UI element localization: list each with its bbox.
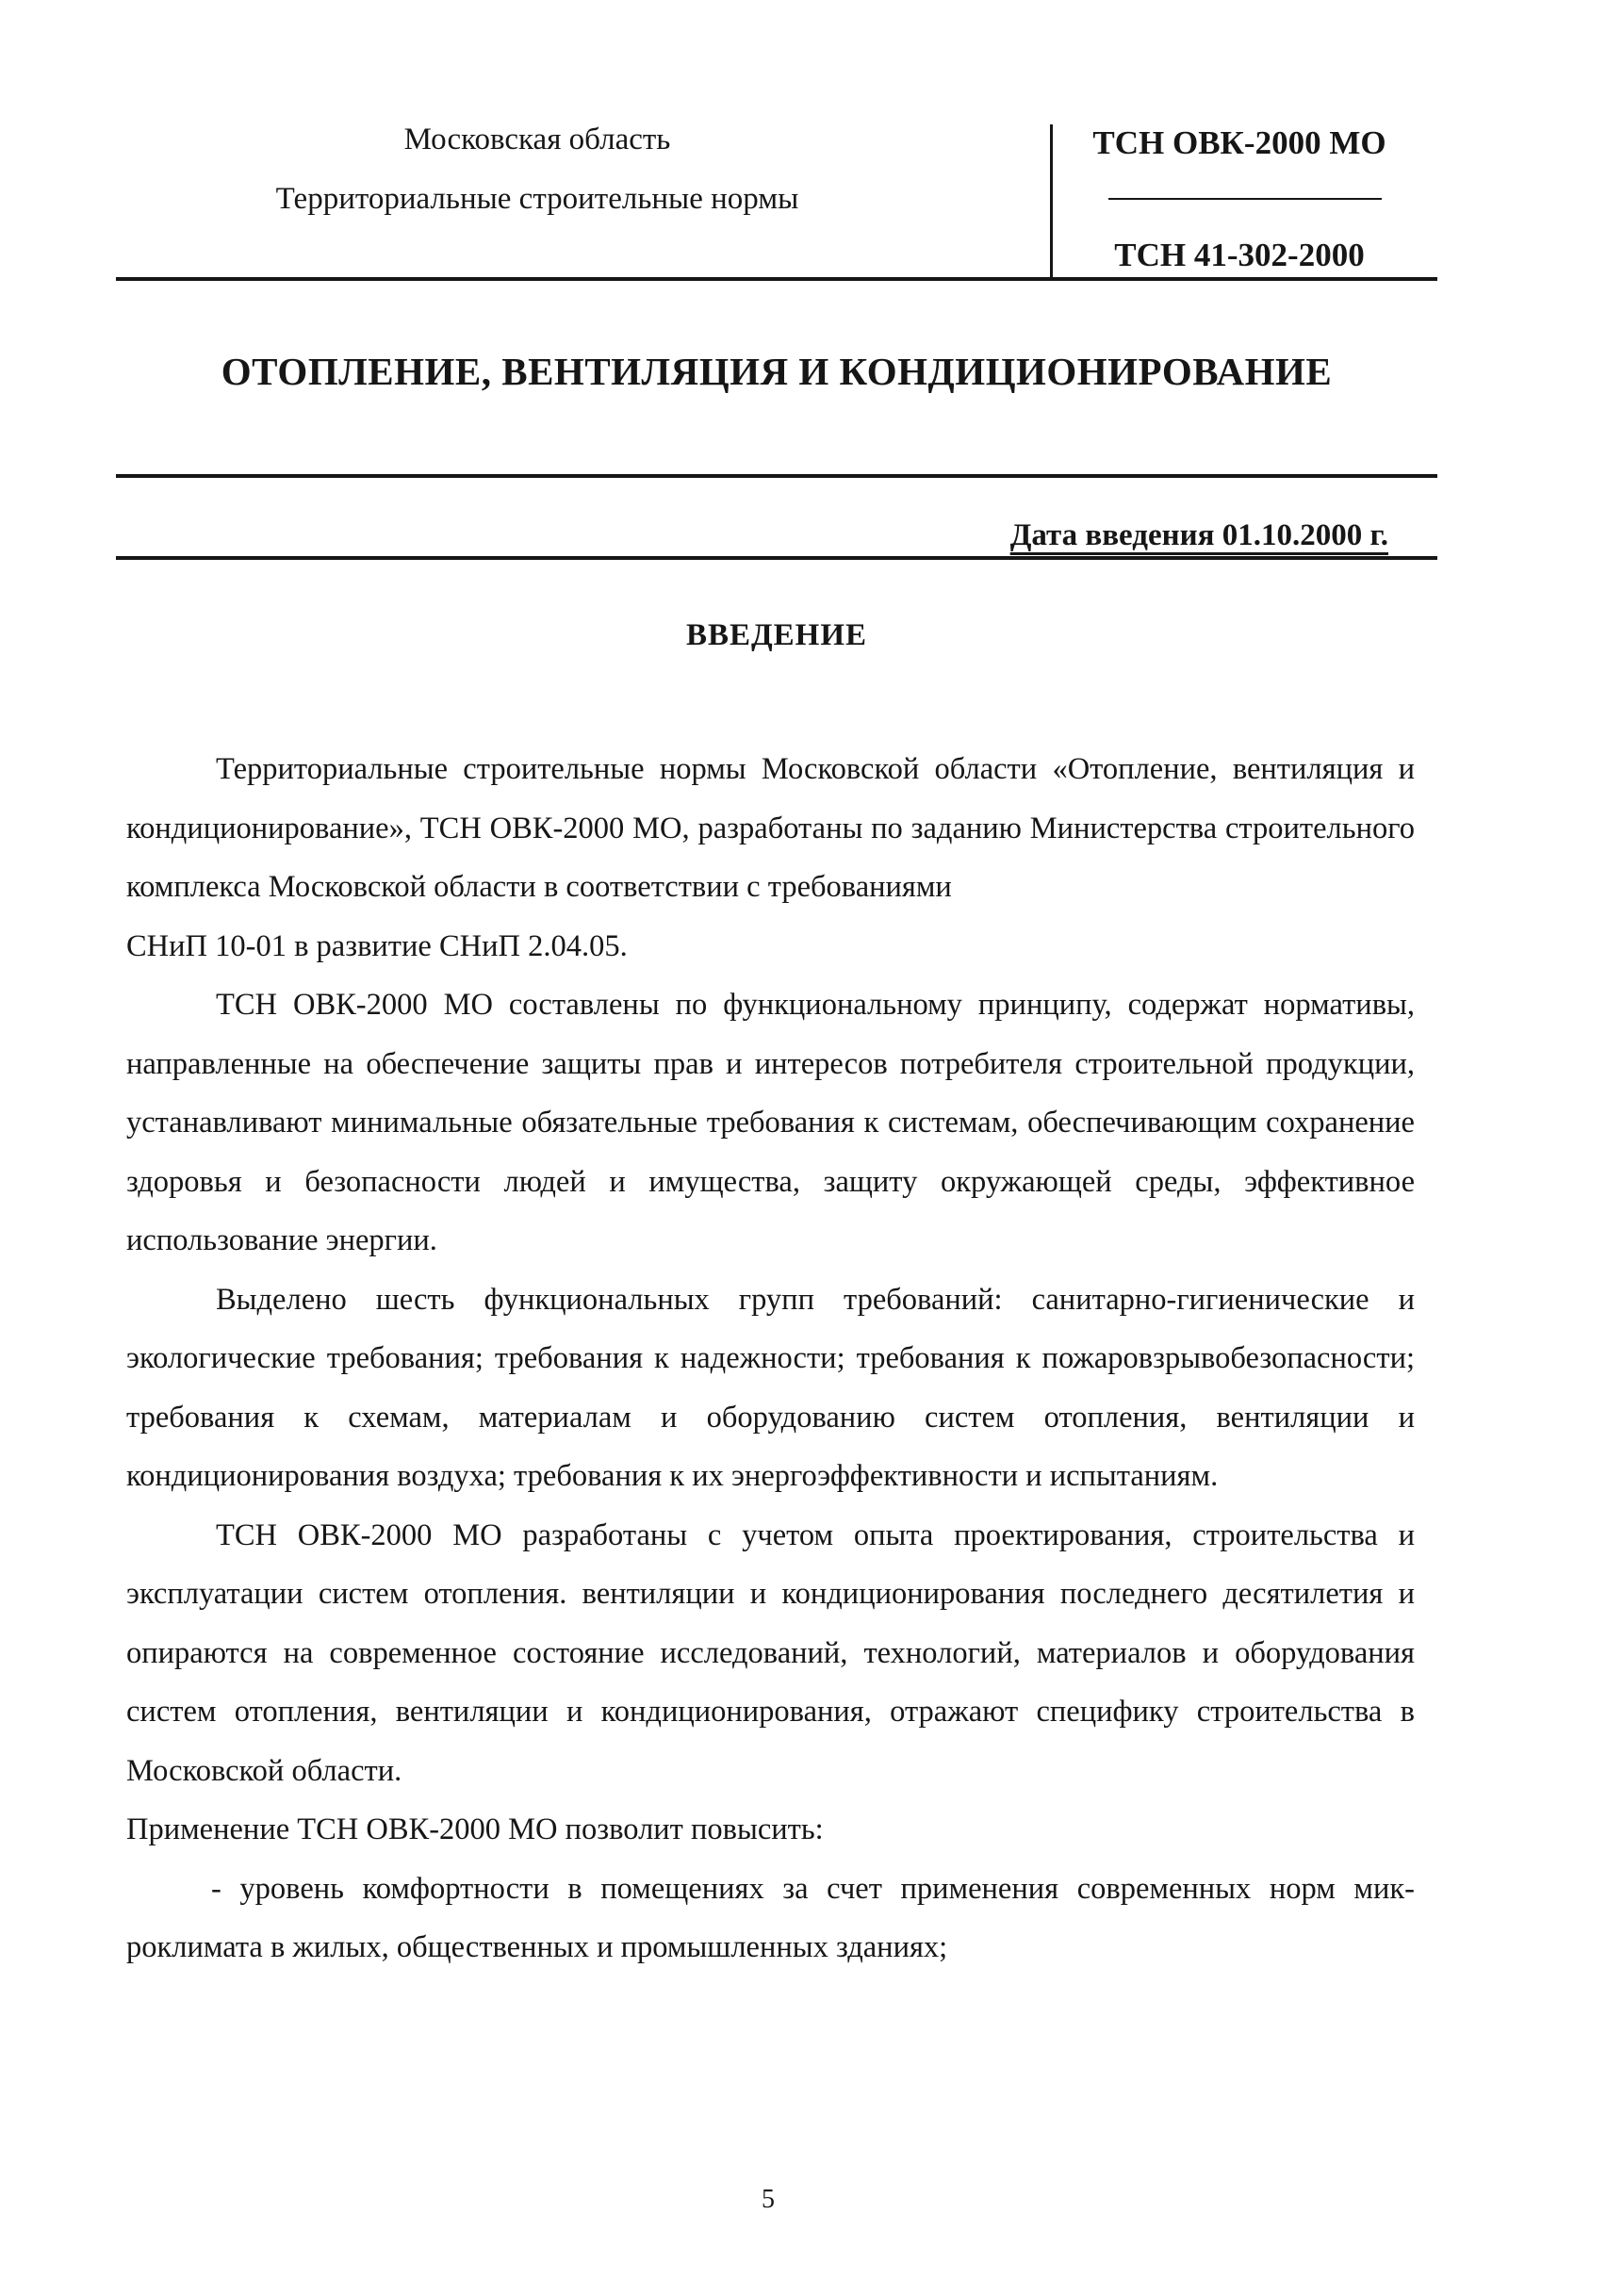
header-code-divider <box>1108 198 1382 200</box>
section-title: ВВЕДЕНИЕ <box>685 618 868 652</box>
header-vertical-divider <box>1050 124 1053 279</box>
page-number: 5 <box>762 2185 775 2214</box>
header-region: Московская область <box>403 123 671 156</box>
body-text <box>126 740 1415 1977</box>
document-title: ОТОПЛЕНИЕ, ВЕНТИЛЯЦИЯ И КОНДИЦИОНИРОВАНИЕ <box>221 350 1333 393</box>
paragraph: Применение ТСН ОВК-2000 МО позволит повысить: <box>126 1812 824 1846</box>
paragraph: Выделено шесть функциональных групп требований: санитарно-гигиенические и экологические требования; требования к надежности; требования к пожаровзрывобезопасности; требования к схемам, материалам и оборудованию систем отопления, вентиляции и кондиционирования воздуха; требования к их энергоэффективности и испытаниям. <box>126 1282 1415 1493</box>
title-rule <box>116 474 1437 478</box>
paragraph: ТСН ОВК-2000 МО составлены по функциональному принципу, содержат нормативы, направленные на обеспечение защиты прав и интересов потребителя строительной продукции, устанавливают минимальные обязательные требования к системам, обеспечивающим сохранение здоровья и безопасности людей и имущества, защиту окружающей среды, эффективное использование энергии. <box>126 988 1415 1257</box>
paragraph: Территориальные строительные нормы Московской области «Отопление, вентиляция и кондиционирование», ТСН ОВК-2000 МО, разработаны по заданию Министерства строительного комплекса Московской области в соответствии с требованиями <box>126 752 1415 904</box>
date-rule <box>116 556 1437 560</box>
paragraph: СНиП 10-01 в развитие СНиП 2.04.05. <box>126 928 628 963</box>
header-code-secondary: ТСН 41-302-2000 <box>1114 237 1365 273</box>
header-norms-type: Территориальные строительные нормы <box>275 182 799 216</box>
header-code-primary: ТСН ОВК-2000 МО <box>1092 124 1386 161</box>
paragraph: ТСН ОВК-2000 МО разработаны с учетом опыта проектирования, строительства и эксплуатации систем отопления. вентиляции и кондиционирования последнего десятилетия и опираются на современное состояние исследований, технологий, материалов и оборудования систем отопления, вентиляции и кондиционирования, отражают специфику строительства в Московской области. <box>126 1517 1415 1788</box>
list-item: - уровень комфортности в помещениях за счет применения современных норм микроклимата в жилых, общественных и промышленных зданиях; <box>126 1871 1415 1964</box>
introduction-date: Дата введения 01.10.2000 г. <box>1009 518 1388 552</box>
header-rule <box>116 277 1437 281</box>
